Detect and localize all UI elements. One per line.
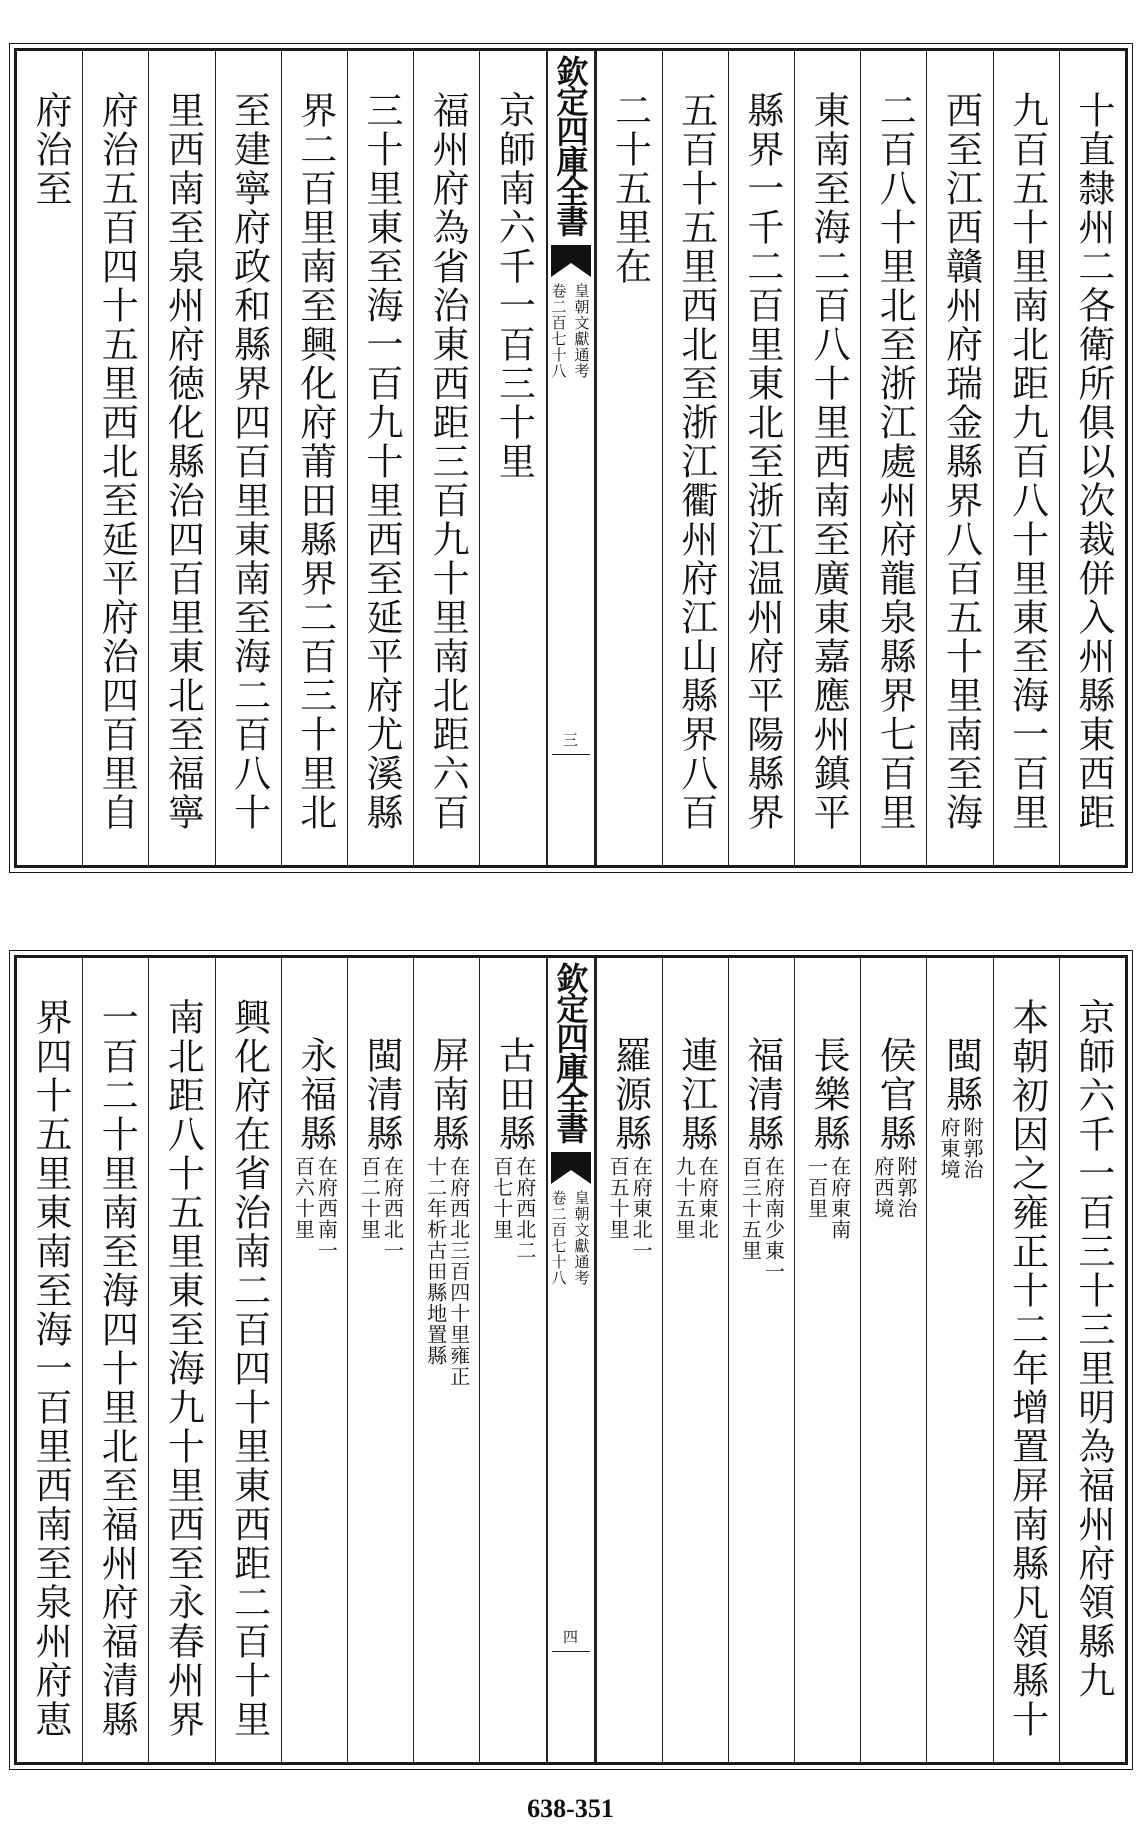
text-column	[17, 51, 82, 865]
text-column	[728, 51, 794, 865]
text-column	[148, 51, 214, 865]
annotation-right: 在府西北三百四十里雍正	[446, 1156, 471, 1387]
annotation-right: 附郭治	[960, 1117, 985, 1180]
annotation-pair	[672, 1153, 718, 1240]
entry-heading: 侯官縣	[873, 1036, 917, 1153]
text-column	[281, 51, 347, 865]
county-entry	[926, 958, 992, 1762]
sheet-number: 三	[561, 732, 579, 747]
bottom-page	[14, 955, 1128, 1765]
county-entry	[860, 958, 926, 1762]
text-column	[1059, 51, 1125, 865]
text-column	[1059, 958, 1125, 1762]
annotation-left: 十二年析古田縣地置縣	[423, 1156, 448, 1366]
column-text: 縣界一千二百里東北至浙江温州府平陽縣界	[740, 91, 784, 832]
sheet-number: 四	[561, 1629, 579, 1644]
entry-heading: 京師六千一百三十三里明為福州府領縣九	[1071, 998, 1115, 1700]
page-number: 638-351	[527, 1794, 614, 1823]
column-text: 京師南六千一百三十里	[492, 91, 536, 481]
column-text: 東南至海二百八十里西南至廣東嘉應州鎮平	[807, 91, 851, 832]
text-column	[993, 958, 1059, 1762]
annotation-right: 在府東南	[827, 1156, 852, 1240]
county-entry	[728, 958, 794, 1762]
text-column	[82, 51, 148, 865]
entry-heading: 屏南縣	[426, 1036, 470, 1153]
text-column	[148, 958, 214, 1762]
entry-heading: 興化府在省治南二百四十里東西距二百十里	[227, 998, 271, 1739]
annotation-pair	[424, 1153, 470, 1387]
annotation-right: 在府西北二	[512, 1156, 537, 1261]
annotation-right: 在府東北	[695, 1156, 720, 1240]
fishtail-mark-icon	[549, 1150, 593, 1186]
annotation-right: 在府西北一	[380, 1156, 405, 1261]
center-fold-column	[546, 958, 596, 1762]
text-column	[993, 51, 1059, 865]
center-subtitle	[549, 1186, 593, 1286]
text-column	[596, 51, 662, 865]
county-entry	[794, 958, 860, 1762]
column-text: 府治五百四十五里西北至延平府治四百里自	[95, 91, 139, 832]
text-column	[860, 51, 926, 865]
annotation-pair	[805, 1153, 851, 1240]
annotation-pair	[291, 1153, 337, 1261]
county-entry	[479, 958, 545, 1762]
entry-heading: 南北距八十五里東至海九十里西至永春州界	[161, 998, 205, 1739]
annotation-pair	[937, 1114, 983, 1180]
book-series-title: 欽定四庫全書	[551, 55, 590, 235]
column-text: 至建寧府政和縣界四百里東南至海二百八十	[227, 91, 271, 832]
county-entry	[596, 958, 662, 1762]
county-entry	[347, 958, 413, 1762]
book-title: 皇朝文獻通考	[572, 283, 591, 379]
volume-number: 卷二百七十八	[549, 1190, 568, 1286]
fold-divider	[552, 1651, 590, 1652]
text-column	[413, 51, 479, 865]
entry-heading: 界四十五里東南至海一百里西南至泉州府恵	[29, 998, 73, 1739]
entry-heading: 閩縣	[939, 1036, 983, 1114]
annotation-left: 府西境	[870, 1156, 895, 1219]
column-text: 二百八十里北至浙江處州府龍泉縣界七百里	[873, 91, 917, 832]
column-text: 九百五十里南北距九百八十里東至海一百里	[1005, 91, 1049, 832]
annotation-left: 百五十里	[606, 1156, 631, 1240]
column-text: 十直隸州二各衛所俱以次裁併入州縣東西距	[1071, 91, 1115, 832]
annotation-right: 在府東北一	[629, 1156, 654, 1261]
column-text: 福州府為省治東西距三百九十里南北距六百	[426, 91, 470, 832]
annotation-left: 百三十五里	[738, 1156, 763, 1261]
fishtail-mark-icon	[549, 243, 593, 279]
annotation-pair	[871, 1153, 917, 1219]
entry-heading: 連江縣	[674, 1036, 718, 1153]
entry-heading: 羅源縣	[608, 1036, 652, 1153]
center-subtitle	[549, 279, 593, 379]
entry-heading: 福清縣	[740, 1036, 784, 1153]
text-column	[17, 958, 82, 1762]
annotation-left: 府東境	[937, 1117, 962, 1180]
text-column	[926, 51, 992, 865]
annotation-pair	[738, 1153, 784, 1282]
text-column	[794, 51, 860, 865]
column-text: 界二百里南至興化府莆田縣界二百三十里北	[293, 91, 337, 832]
column-text: 府治至	[29, 91, 73, 208]
entry-heading: 本朝初因之雍正十二年增置屏南縣凡領縣十	[1005, 998, 1049, 1739]
center-fold-column	[546, 51, 596, 865]
text-column	[347, 51, 413, 865]
entry-heading: 永福縣	[293, 1036, 337, 1153]
column-text: 二十五里在	[608, 91, 652, 286]
annotation-pair	[490, 1153, 536, 1261]
annotation-left: 百六十里	[291, 1156, 316, 1240]
annotation-left: 九十五里	[672, 1156, 697, 1240]
annotation-left: 百二十里	[357, 1156, 382, 1240]
annotation-right: 附郭治	[893, 1156, 918, 1219]
entry-heading: 閩清縣	[359, 1036, 403, 1153]
book-series-title: 欽定四庫全書	[551, 962, 590, 1142]
fold-divider	[552, 754, 590, 755]
annotation-right: 在府西南一	[314, 1156, 339, 1261]
county-entry	[413, 958, 479, 1762]
column-text: 里西南至泉州府徳化縣治四百里東北至福寧	[161, 91, 205, 832]
bottom-columns	[17, 958, 1125, 1762]
text-column	[215, 51, 281, 865]
top-columns	[17, 51, 1125, 865]
annotation-pair	[606, 1153, 652, 1261]
volume-number: 卷二百七十八	[549, 283, 568, 379]
annotation-left: 百七十里	[489, 1156, 514, 1240]
column-text: 西至江西贛州府瑞金縣界八百五十里南至海	[939, 91, 983, 832]
entry-heading: 古田縣	[492, 1036, 536, 1153]
text-column	[662, 51, 728, 865]
county-entry	[662, 958, 728, 1762]
text-column	[215, 958, 281, 1762]
annotation-left: 一百里	[804, 1156, 829, 1219]
book-title: 皇朝文獻通考	[572, 1190, 591, 1286]
entry-heading: 長樂縣	[807, 1036, 851, 1153]
text-column	[479, 51, 545, 865]
annotation-right: 在府南少東一	[761, 1156, 786, 1282]
column-text: 三十里東至海一百九十里西至延平府尤溪縣	[359, 91, 403, 832]
column-text: 五百十五里西北至浙江衢州府江山縣界八百	[674, 91, 718, 832]
text-column	[82, 958, 148, 1762]
entry-heading: 一百二十里南至海四十里北至福州府福清縣	[95, 998, 139, 1739]
county-entry	[281, 958, 347, 1762]
top-page	[14, 48, 1128, 868]
annotation-pair	[358, 1153, 404, 1261]
